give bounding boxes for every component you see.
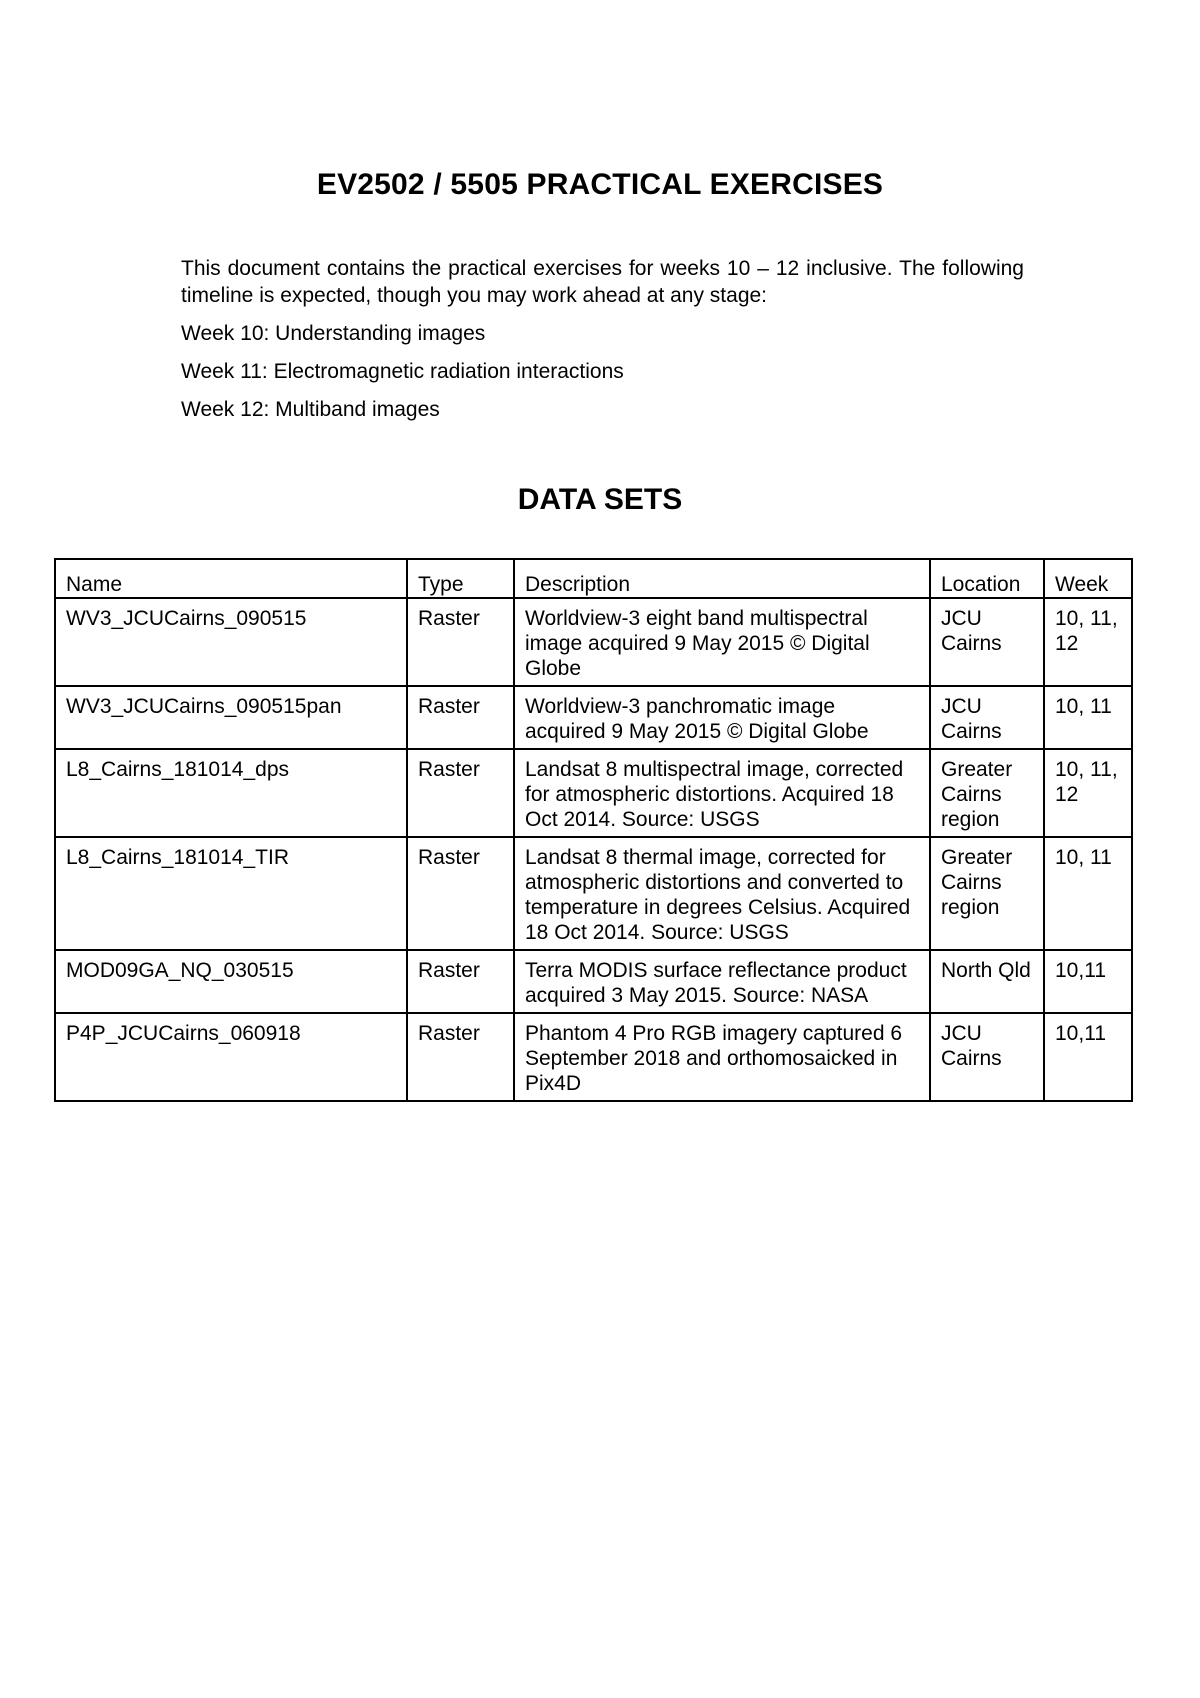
column-header-type: Type (407, 559, 514, 598)
cell-name: MOD09GA_NQ_030515 (55, 950, 407, 1013)
cell-week: 10,11 (1044, 1013, 1132, 1101)
week-item: Week 11: Electromagnetic radiation interactions (181, 360, 624, 383)
cell-type: Raster (407, 749, 514, 837)
cell-location: Greater Cairns region (930, 749, 1044, 837)
cell-name: L8_Cairns_181014_TIR (55, 837, 407, 950)
cell-week: 10, 11, 12 (1044, 749, 1132, 837)
cell-description: Landsat 8 thermal image, corrected for atmospheric distortions and converted to temperature in degrees Celsius. Acquired 18 Oct 2014. Source: USGS (514, 837, 930, 950)
cell-type: Raster (407, 686, 514, 749)
cell-week: 10, 11 (1044, 686, 1132, 749)
table-row (55, 950, 1132, 1013)
cell-type: Raster (407, 950, 514, 1013)
document-title: EV2502 / 5505 PRACTICAL EXERCISES (316, 168, 884, 201)
table-row (55, 749, 1132, 837)
cell-week: 10,11 (1044, 950, 1132, 1013)
column-header-week: Week (1044, 559, 1132, 598)
data-sets-title: DATA SETS (517, 483, 683, 516)
column-header-description: Description (514, 559, 930, 598)
cell-type: Raster (407, 598, 514, 686)
cell-type: Raster (407, 837, 514, 950)
cell-name: WV3_JCUCairns_090515pan (55, 686, 407, 749)
cell-name: WV3_JCUCairns_090515 (55, 598, 407, 686)
column-header-name: Name (55, 559, 407, 598)
cell-description: Worldview-3 panchromatic image acquired 9 May 2015 © Digital Globe (514, 686, 930, 749)
cell-location: JCU Cairns (930, 686, 1044, 749)
column-header-location: Location (930, 559, 1044, 598)
cell-location: Greater Cairns region (930, 837, 1044, 950)
cell-type: Raster (407, 1013, 514, 1101)
cell-week: 10, 11, 12 (1044, 598, 1132, 686)
table-row (55, 598, 1132, 686)
cell-description: Landsat 8 multispectral image, corrected for atmospheric distortions. Acquired 18 Oct 2014. Source: USGS (514, 749, 930, 837)
cell-week: 10, 11 (1044, 837, 1132, 950)
cell-location: JCU Cairns (930, 598, 1044, 686)
cell-description: Worldview-3 eight band multispectral image acquired 9 May 2015 © Digital Globe (514, 598, 930, 686)
cell-description: Phantom 4 Pro RGB imagery captured 6 September 2018 and orthomosaicked in Pix4D (514, 1013, 930, 1101)
cell-name: P4P_JCUCairns_060918 (55, 1013, 407, 1101)
cell-name: L8_Cairns_181014_dps (55, 749, 407, 837)
cell-location: North Qld (930, 950, 1044, 1013)
table-row (55, 1013, 1132, 1101)
intro-section (181, 255, 1024, 423)
data-sets-table (54, 558, 1133, 1102)
table-row (55, 686, 1132, 749)
cell-description: Terra MODIS surface reflectance product acquired 3 May 2015. Source: NASA (514, 950, 930, 1013)
table-row (55, 837, 1132, 950)
intro-paragraph: This document contains the practical exercises for weeks 10 – 12 inclusive. The following timeline is expected, though you may work ahead at any stage: (181, 257, 1024, 307)
table-header-row (55, 559, 1132, 598)
week-item: Week 12: Multiband images (181, 398, 440, 421)
cell-location: JCU Cairns (930, 1013, 1044, 1101)
week-item: Week 10: Understanding images (181, 322, 486, 345)
